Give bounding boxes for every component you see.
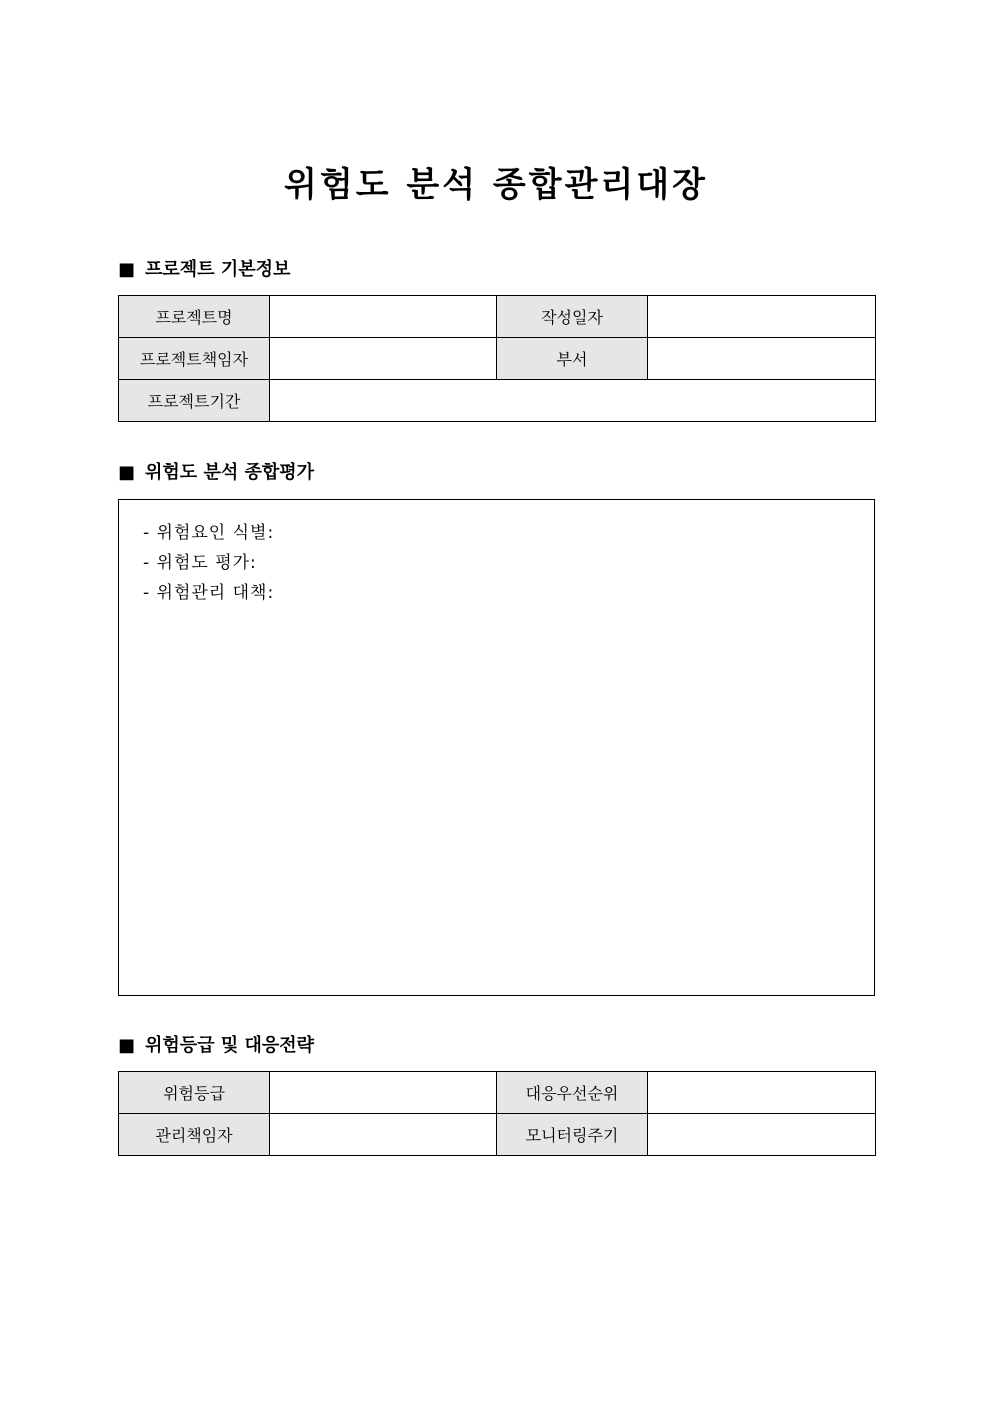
project-info-table: [118, 295, 876, 422]
label-project-name: 프로젝트명: [119, 296, 270, 338]
label-monitoring: 모니터링주기: [497, 1114, 648, 1156]
list-item: - 위험요인 식별:: [143, 523, 275, 543]
field-owner[interactable]: [270, 1114, 497, 1156]
label-date: 작성일자: [497, 296, 648, 338]
risk-strategy-table: [118, 1071, 876, 1156]
label-priority: 대응우선순위: [497, 1072, 648, 1114]
section-heading-label: 프로젝트 기본정보: [145, 259, 291, 280]
table-row: [119, 296, 876, 338]
table-row: [119, 338, 876, 380]
field-project-name[interactable]: [270, 296, 497, 338]
square-bullet-icon: ■: [118, 462, 136, 483]
section-heading-label: 위험등급 및 대응전략: [145, 1035, 315, 1056]
label-risk-grade: 위험등급: [119, 1072, 270, 1114]
table-row: [119, 1072, 876, 1114]
label-owner: 관리책임자: [119, 1114, 270, 1156]
field-department[interactable]: [648, 338, 876, 380]
evaluation-textbox[interactable]: [118, 499, 875, 996]
table-row: [119, 380, 876, 422]
square-bullet-icon: ■: [118, 259, 136, 280]
table-row: [119, 1114, 876, 1156]
evaluation-list: [119, 500, 874, 608]
field-date[interactable]: [648, 296, 876, 338]
list-item: - 위험도 평가:: [143, 553, 257, 573]
field-project-period[interactable]: [270, 380, 876, 422]
list-item: - 위험관리 대책:: [143, 583, 275, 603]
field-monitoring[interactable]: [648, 1114, 876, 1156]
label-project-period: 프로젝트기간: [119, 380, 270, 422]
field-risk-grade[interactable]: [270, 1072, 497, 1114]
field-project-manager[interactable]: [270, 338, 497, 380]
section-heading-risk-strategy: [118, 1033, 314, 1059]
field-priority[interactable]: [648, 1072, 876, 1114]
section-heading-evaluation: [118, 460, 314, 486]
label-project-manager: 프로젝트책임자: [119, 338, 270, 380]
square-bullet-icon: ■: [118, 1035, 136, 1056]
section-heading-label: 위험도 분석 종합평가: [145, 462, 315, 483]
section-heading-project-info: [118, 257, 290, 283]
label-department: 부서: [497, 338, 648, 380]
document-title: 위험도 분석 종합관리대장: [284, 165, 708, 205]
